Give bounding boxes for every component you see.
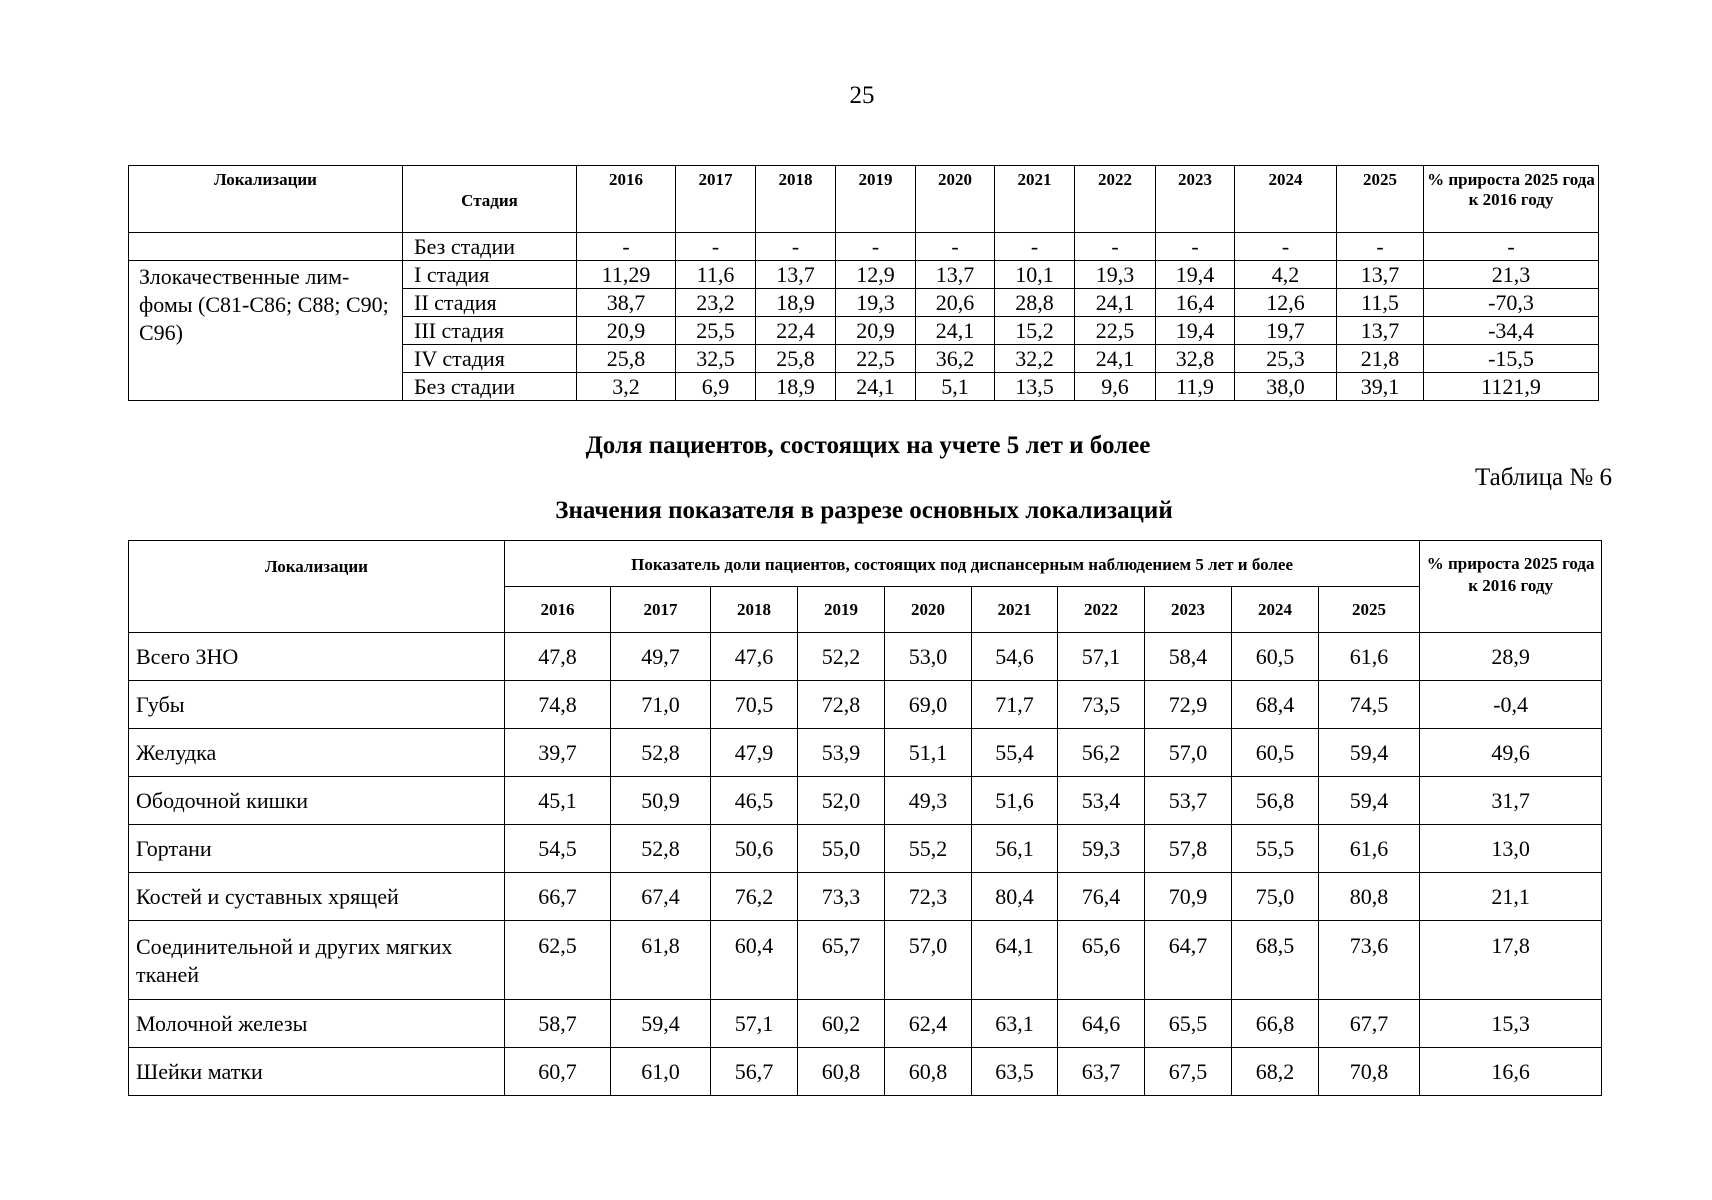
table-cell-value: 67,4	[611, 873, 711, 921]
header-year: 2016	[577, 166, 676, 233]
table-cell-value: 21,1	[1420, 873, 1602, 921]
page-number: 25	[849, 82, 875, 109]
table-cell-value: 49,6	[1420, 729, 1602, 777]
header-year: 2019	[836, 166, 916, 233]
table-cell-value: 52,0	[798, 777, 885, 825]
lymphoma-stage-table	[128, 165, 1599, 401]
table-cell-localization: Всего ЗНО	[129, 633, 505, 681]
table-body	[129, 633, 1602, 1096]
table-cell-value: 20,6	[916, 289, 995, 317]
table-cell-value: 73,5	[1058, 681, 1145, 729]
table-cell-value: 15,2	[995, 317, 1075, 345]
table-cell-value: 55,0	[798, 825, 885, 873]
table-cell-value: 68,2	[1232, 1048, 1319, 1096]
table-cell-localization: Соединительной и других мягких тканей	[129, 921, 505, 1000]
table-cell-value: 25,8	[577, 345, 676, 373]
table-cell-value: 11,9	[1156, 373, 1235, 401]
table-cell-value: 20,9	[836, 317, 916, 345]
header-year: 2025	[1337, 166, 1424, 233]
table-cell-value: 38,7	[577, 289, 676, 317]
table-cell-stage: Без стадии	[403, 373, 577, 401]
table-cell-value: 11,5	[1337, 289, 1424, 317]
header-year: 2024	[1232, 587, 1319, 633]
table-cell-value: -70,3	[1424, 289, 1599, 317]
header-year: 2020	[916, 166, 995, 233]
table-row	[129, 921, 1602, 1000]
table-cell-value: 53,7	[1145, 777, 1232, 825]
header-year: 2021	[995, 166, 1075, 233]
table-cell-value: 71,0	[611, 681, 711, 729]
table-cell-value: 12,9	[836, 261, 916, 289]
table-cell-value: 22,4	[756, 317, 836, 345]
table-cell-value: 32,5	[676, 345, 756, 373]
table-cell-value: 70,9	[1145, 873, 1232, 921]
table-cell-value: 66,7	[505, 873, 611, 921]
table-cell-value: 62,5	[505, 921, 611, 1000]
header-year: 2016	[505, 587, 611, 633]
table-cell-value: -	[1156, 233, 1235, 261]
table-cell-value: 55,2	[885, 825, 972, 873]
table-cell-value: 10,1	[995, 261, 1075, 289]
table-cell-value: 13,7	[756, 261, 836, 289]
header-year: 2025	[1319, 587, 1420, 633]
table-cell-value: 32,2	[995, 345, 1075, 373]
header-year: 2022	[1058, 587, 1145, 633]
table-cell-value: 17,8	[1420, 921, 1602, 1000]
table-cell-value: 5,1	[916, 373, 995, 401]
table-cell-localization: Желудка	[129, 729, 505, 777]
table-cell-empty	[129, 233, 403, 261]
table-cell-value: 50,6	[711, 825, 798, 873]
table-cell-localization: Костей и суставных хрящей	[129, 873, 505, 921]
table-row	[129, 777, 1602, 825]
table-cell-value: 60,5	[1232, 729, 1319, 777]
table-cell-value: -0,4	[1420, 681, 1602, 729]
table-body	[129, 233, 1599, 401]
table-cell-value: 25,5	[676, 317, 756, 345]
table-cell-value: -	[1424, 233, 1599, 261]
table-cell-value: 11,6	[676, 261, 756, 289]
table-cell-value: 61,0	[611, 1048, 711, 1096]
table-cell-value: 58,7	[505, 1000, 611, 1048]
table-cell-value: 70,8	[1319, 1048, 1420, 1096]
table-cell-localization: Злокачественные лим-фомы (C81-C86; C88; C90; C96)	[129, 261, 403, 401]
table-cell-value: 18,9	[756, 373, 836, 401]
header-growth: % прироста 2025 года к 2016 году	[1420, 541, 1602, 633]
table-cell-localization: Гортани	[129, 825, 505, 873]
table-cell-value: 25,3	[1235, 345, 1337, 373]
table-cell-value: 19,7	[1235, 317, 1337, 345]
table-cell-value: 13,0	[1420, 825, 1602, 873]
table-cell-value: 63,1	[972, 1000, 1058, 1048]
table-cell-value: 61,6	[1319, 825, 1420, 873]
table-cell-value: 53,9	[798, 729, 885, 777]
table-cell-value: 60,8	[798, 1048, 885, 1096]
table-cell-value: -	[995, 233, 1075, 261]
section-subtitle: Значения показателя в разрезе основных локализаций	[555, 497, 1173, 524]
table-cell-value: 39,1	[1337, 373, 1424, 401]
table-cell-value: 74,8	[505, 681, 611, 729]
table-cell-value: 60,8	[885, 1048, 972, 1096]
table-cell-value: 52,8	[611, 729, 711, 777]
table-cell-stage: IV стадия	[403, 345, 577, 373]
table-cell-value: 9,6	[1075, 373, 1156, 401]
table-cell-value: 57,0	[1145, 729, 1232, 777]
table-cell-value: 23,2	[676, 289, 756, 317]
table-cell-value: 13,7	[1337, 261, 1424, 289]
table-cell-value: 73,6	[1319, 921, 1420, 1000]
header-year: 2019	[798, 587, 885, 633]
table-row	[129, 633, 1602, 681]
section-title: Доля пациентов, состоящих на учете 5 лет и более	[585, 432, 1151, 459]
table-row	[129, 233, 1599, 261]
table-cell-value: 63,5	[972, 1048, 1058, 1096]
header-indicator: Показатель доли пациентов, состоящих под диспансерным наблюдением 5 лет и более	[505, 541, 1420, 587]
table-cell-value: 66,8	[1232, 1000, 1319, 1048]
table-row	[129, 825, 1602, 873]
table-cell-value: 16,6	[1420, 1048, 1602, 1096]
table-cell-value: -	[676, 233, 756, 261]
table-cell-localization: Молочной железы	[129, 1000, 505, 1048]
table-cell-value: 53,4	[1058, 777, 1145, 825]
table-cell-value: 16,4	[1156, 289, 1235, 317]
table-cell-value: -	[1337, 233, 1424, 261]
table-cell-value: -	[916, 233, 995, 261]
table-row	[129, 729, 1602, 777]
table-cell-value: 73,3	[798, 873, 885, 921]
five-year-share-table	[128, 540, 1602, 1096]
table-cell-value: 57,1	[711, 1000, 798, 1048]
table-cell-value: 76,4	[1058, 873, 1145, 921]
table-cell-value: 25,8	[756, 345, 836, 373]
table-cell-value: 55,4	[972, 729, 1058, 777]
table-cell-value: 59,4	[1319, 777, 1420, 825]
table-cell-value: 59,3	[1058, 825, 1145, 873]
table-cell-value: 51,1	[885, 729, 972, 777]
header-year: 2017	[676, 166, 756, 233]
table-cell-value: 47,9	[711, 729, 798, 777]
table-cell-value: 65,6	[1058, 921, 1145, 1000]
table-cell-stage: I стадия	[403, 261, 577, 289]
table-cell-value: -	[1075, 233, 1156, 261]
table-cell-value: 36,2	[916, 345, 995, 373]
table-row	[129, 261, 1599, 289]
table-cell-value: 67,5	[1145, 1048, 1232, 1096]
table-cell-value: 80,8	[1319, 873, 1420, 921]
table-cell-value: 13,7	[1337, 317, 1424, 345]
table-cell-value: 47,8	[505, 633, 611, 681]
table-cell-value: 65,5	[1145, 1000, 1232, 1048]
table-cell-value: 63,7	[1058, 1048, 1145, 1096]
table-cell-value: 50,9	[611, 777, 711, 825]
header-year: 2023	[1156, 166, 1235, 233]
table-cell-value: 3,2	[577, 373, 676, 401]
table-cell-value: 68,5	[1232, 921, 1319, 1000]
table-cell-value: 18,9	[756, 289, 836, 317]
table-row	[129, 1048, 1602, 1096]
table-cell-value: 64,6	[1058, 1000, 1145, 1048]
table-cell-value: 19,3	[836, 289, 916, 317]
table-cell-value: 53,0	[885, 633, 972, 681]
table-cell-value: 21,8	[1337, 345, 1424, 373]
table-cell-value: 24,1	[1075, 345, 1156, 373]
table-cell-localization: Ободочной кишки	[129, 777, 505, 825]
table-cell-value: -	[836, 233, 916, 261]
table-cell-value: 68,4	[1232, 681, 1319, 729]
table-cell-value: 74,5	[1319, 681, 1420, 729]
table-cell-value: 54,6	[972, 633, 1058, 681]
header-year: 2018	[756, 166, 836, 233]
table-cell-value: 65,7	[798, 921, 885, 1000]
table-cell-value: 21,3	[1424, 261, 1599, 289]
table-cell-value: 22,5	[836, 345, 916, 373]
table-cell-value: 28,8	[995, 289, 1075, 317]
table-cell-localization: Губы	[129, 681, 505, 729]
header-year: 2021	[972, 587, 1058, 633]
header-year: 2024	[1235, 166, 1337, 233]
table-cell-value: 58,4	[1145, 633, 1232, 681]
table-cell-value: 32,8	[1156, 345, 1235, 373]
table-cell-value: 47,6	[711, 633, 798, 681]
table-cell-value: 59,4	[1319, 729, 1420, 777]
table-cell-value: 52,8	[611, 825, 711, 873]
table-cell-value: 24,1	[1075, 289, 1156, 317]
header-year: 2018	[711, 587, 798, 633]
header-stage: Стадия	[403, 166, 577, 233]
table-cell-value: 45,1	[505, 777, 611, 825]
table-cell-value: 52,2	[798, 633, 885, 681]
table-cell-value: 15,3	[1420, 1000, 1602, 1048]
table-cell-value: 24,1	[916, 317, 995, 345]
table-cell-value: 20,9	[577, 317, 676, 345]
table-cell-value: 72,8	[798, 681, 885, 729]
table-cell-value: 67,7	[1319, 1000, 1420, 1048]
table-cell-value: 70,5	[711, 681, 798, 729]
table-cell-value: 12,6	[1235, 289, 1337, 317]
header-year: 2017	[611, 587, 711, 633]
table-cell-localization: Шейки матки	[129, 1048, 505, 1096]
table-cell-value: 60,7	[505, 1048, 611, 1096]
table-cell-value: 22,5	[1075, 317, 1156, 345]
table-cell-value: -	[1235, 233, 1337, 261]
table-cell-value: 57,8	[1145, 825, 1232, 873]
table-cell-value: 69,0	[885, 681, 972, 729]
table-header-row	[129, 166, 1599, 233]
table-cell-value: 56,7	[711, 1048, 798, 1096]
table-cell-value: 72,3	[885, 873, 972, 921]
table-cell-stage: Без стадии	[403, 233, 577, 261]
table-cell-value: 6,9	[676, 373, 756, 401]
header-localization: Локализации	[129, 541, 505, 633]
table-row	[129, 681, 1602, 729]
table-cell-value: 60,5	[1232, 633, 1319, 681]
table-cell-value: 56,1	[972, 825, 1058, 873]
header-year: 2023	[1145, 587, 1232, 633]
table-cell-value: 19,3	[1075, 261, 1156, 289]
table-cell-value: 38,0	[1235, 373, 1337, 401]
table-cell-value: 64,7	[1145, 921, 1232, 1000]
table-header-row	[129, 541, 1602, 587]
table-cell-value: -	[577, 233, 676, 261]
table-cell-value: 4,2	[1235, 261, 1337, 289]
table-cell-value: 71,7	[972, 681, 1058, 729]
table-cell-stage: III стадия	[403, 317, 577, 345]
table-cell-value: 19,4	[1156, 261, 1235, 289]
table-cell-value: 54,5	[505, 825, 611, 873]
table-cell-value: 56,2	[1058, 729, 1145, 777]
table-cell-value: 31,7	[1420, 777, 1602, 825]
table-number: Таблица № 6	[1474, 464, 1612, 491]
table-cell-value: 49,3	[885, 777, 972, 825]
table-cell-value: 76,2	[711, 873, 798, 921]
table-cell-value: 72,9	[1145, 681, 1232, 729]
table-cell-value: 19,4	[1156, 317, 1235, 345]
table-cell-value: 28,9	[1420, 633, 1602, 681]
table-cell-value: 11,29	[577, 261, 676, 289]
table-cell-value: 13,7	[916, 261, 995, 289]
header-year: 2022	[1075, 166, 1156, 233]
table-cell-value: 64,1	[972, 921, 1058, 1000]
header-localization: Локализации	[129, 166, 403, 233]
table-row	[129, 873, 1602, 921]
table-cell-value: 1121,9	[1424, 373, 1599, 401]
table-cell-value: -	[756, 233, 836, 261]
table-cell-value: 56,8	[1232, 777, 1319, 825]
header-year: 2020	[885, 587, 972, 633]
table-cell-value: 39,7	[505, 729, 611, 777]
table-cell-value: 60,2	[798, 1000, 885, 1048]
table-row	[129, 1000, 1602, 1048]
table-cell-stage: II стадия	[403, 289, 577, 317]
table-cell-value: 61,8	[611, 921, 711, 1000]
table-cell-value: 49,7	[611, 633, 711, 681]
table-cell-value: -15,5	[1424, 345, 1599, 373]
table-cell-value: 24,1	[836, 373, 916, 401]
table-cell-value: 59,4	[611, 1000, 711, 1048]
header-growth: % прироста 2025 года к 2016 году	[1424, 166, 1599, 233]
table-cell-value: 57,1	[1058, 633, 1145, 681]
table-cell-value: 13,5	[995, 373, 1075, 401]
table-cell-value: 57,0	[885, 921, 972, 1000]
table-cell-value: 61,6	[1319, 633, 1420, 681]
table-cell-value: -34,4	[1424, 317, 1599, 345]
table-cell-value: 75,0	[1232, 873, 1319, 921]
table-cell-value: 62,4	[885, 1000, 972, 1048]
table-cell-value: 46,5	[711, 777, 798, 825]
table-cell-value: 80,4	[972, 873, 1058, 921]
table-cell-value: 51,6	[972, 777, 1058, 825]
table-cell-value: 60,4	[711, 921, 798, 1000]
table-cell-value: 55,5	[1232, 825, 1319, 873]
